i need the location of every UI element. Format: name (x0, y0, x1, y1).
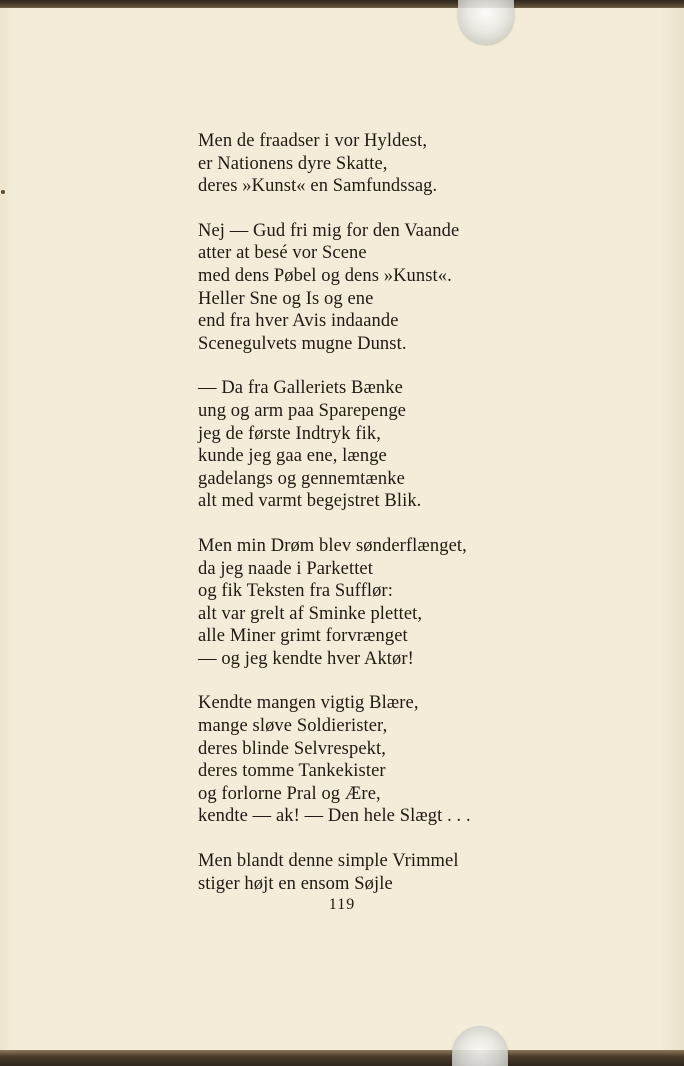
poem-line: kendte — ak! — Den hele Slægt . . . (198, 806, 471, 827)
poem-line: stiger højt en ensom Søjle (198, 873, 393, 894)
poem-line: Men de fraadser i vor Hyldest, (198, 131, 428, 151)
poem-line: — Da fra Galleriets Bænke (198, 378, 403, 399)
poem-line: er Nationens dyre Skatte, (198, 153, 388, 174)
poem-line: Kendte mangen vigtig Blære, (198, 693, 419, 714)
poem-line: Men blandt denne simple Vrimmel (198, 851, 459, 872)
book-bottom-edge (0, 1050, 684, 1066)
page-number: 119 (328, 896, 356, 913)
book-page (0, 8, 684, 1052)
stanza-1 (198, 130, 618, 198)
poem-line: og forlorne Pral og Ære, (198, 783, 381, 804)
poem-line: kunde jeg gaa ene, længe (198, 446, 387, 467)
poem-line: gadelangs og gennemtænke (198, 468, 405, 489)
poem-line: da jeg naade i Parkettet (198, 558, 373, 579)
stanza-4 (198, 535, 618, 671)
poem-line: deres blinde Selvrespekt, (198, 738, 386, 759)
stanza-2 (198, 220, 618, 356)
poem-line: med dens Pøbel og dens »Kunst«. (198, 265, 452, 286)
stanza-6 (198, 850, 618, 895)
poem-line: alt med varmt begejstret Blik. (198, 491, 422, 512)
poem-line: atter at besé vor Scene (198, 243, 367, 264)
page-edge-mark (1, 190, 5, 194)
poem-line: — og jeg kendte hver Aktør! (198, 648, 414, 669)
stanza-3 (198, 377, 618, 513)
poem-line: deres tomme Tankekister (198, 761, 386, 782)
poem-line: alt var grelt af Sminke plettet, (198, 603, 423, 624)
poem-line: mange sløve Soldierister, (198, 716, 388, 737)
poem-line: jeg de første Indtryk fik, (198, 423, 381, 444)
poem-line: og fik Teksten fra Sufflør: (198, 581, 393, 602)
poem-line: alle Miner grimt forvrænget (198, 626, 408, 647)
poem-line: Men min Drøm blev sønderflænget, (198, 535, 467, 556)
poem-line: end fra hver Avis indaande (198, 311, 399, 332)
poem-line: Nej — Gud fri mig for den Vaande (198, 220, 460, 241)
poem-line: Scenegulvets mugne Dunst. (198, 333, 407, 354)
poem-line: Heller Sne og Is og ene (198, 288, 374, 309)
poem-line: deres »Kunst« en Samfundssag. (198, 176, 438, 197)
stanza-5 (198, 692, 618, 828)
poem-text (198, 130, 618, 917)
poem-line: ung og arm paa Sparepenge (198, 400, 406, 421)
